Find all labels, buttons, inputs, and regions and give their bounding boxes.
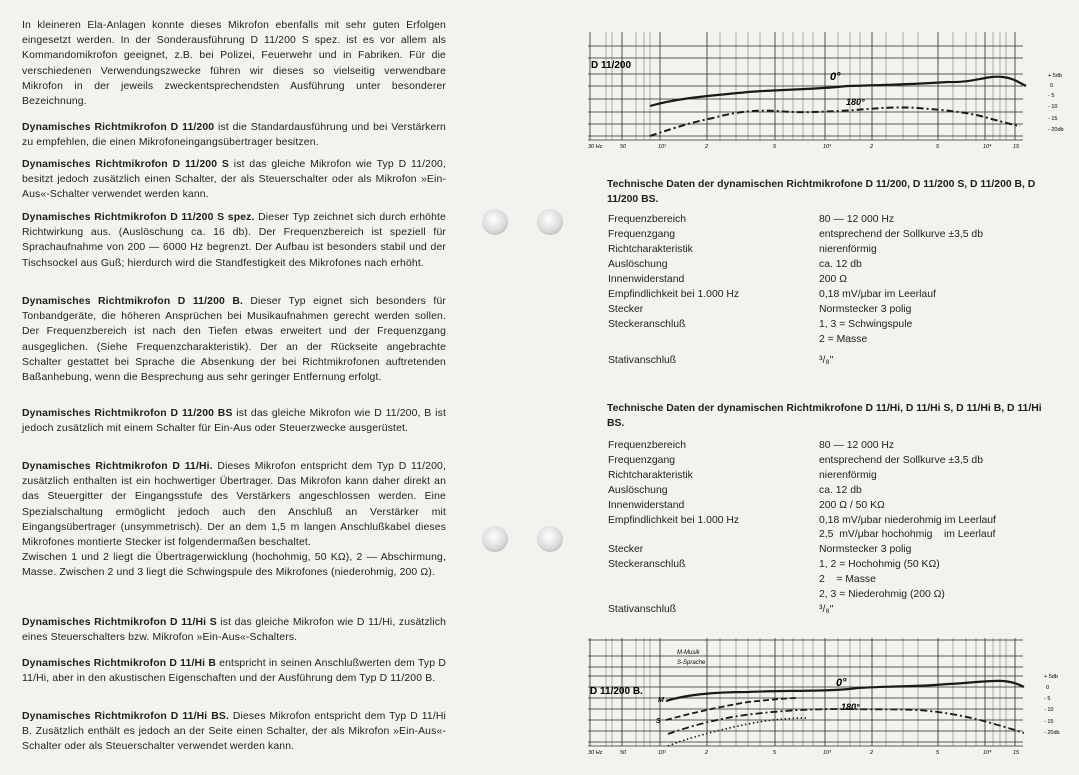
tech-data-title-1: Technische Daten der dynamischen Richtmikrofone D 11/200, D 11/200 S, D 11/200 B, D 11/200 BS.: [607, 179, 1036, 205]
freq-tick: 30 Hz: [588, 750, 603, 756]
spec-value: ³/₈": [819, 355, 834, 366]
spec-value: entsprechend der Sollkurve ±3,5 db: [819, 229, 983, 240]
db-tick: 0: [1050, 83, 1054, 89]
spec-value: 1, 2 = Hochohmig (50 KΩ): [819, 559, 940, 570]
spec-label: Richtcharakteristik: [608, 470, 693, 481]
chart-grid: [588, 32, 1023, 140]
paragraph-heading: Dynamisches Richtmikrofon D 11/200: [22, 122, 215, 133]
db-tick: + 5db: [1044, 674, 1058, 680]
freq-tick: 10³: [823, 144, 831, 150]
freq-tick: 5: [936, 750, 940, 756]
paragraph-heading: Dynamisches Richtmikrofon D 11/200 S spez.: [22, 212, 255, 223]
spec-label: Innenwiderstand: [608, 274, 685, 285]
freq-tick: 10²: [658, 144, 666, 150]
spec-label: Steckeranschluß: [608, 559, 686, 570]
db-tick: + 5db: [1048, 73, 1062, 79]
spec-value: nierenförmig: [819, 244, 877, 255]
spec-value: Normstecker 3 polig: [819, 304, 912, 315]
freq-tick: 2: [870, 144, 874, 150]
spec-label: Stativanschluß: [608, 355, 677, 366]
right-page: [540, 0, 1079, 775]
freq-tick: 10⁴: [983, 750, 992, 756]
spec-value: ³/₈": [819, 604, 834, 615]
paragraph: [22, 157, 446, 203]
db-tick: - 20db: [1048, 127, 1064, 133]
freq-tick: 10²: [658, 750, 666, 756]
freq-tick: 30 Hz: [588, 144, 603, 150]
freq-tick: 2: [705, 144, 709, 150]
binder-hole-upper: [537, 209, 563, 235]
spec-label: Auslöschung: [608, 259, 668, 270]
freq-tick: 5: [773, 144, 777, 150]
paragraph-heading: Dynamisches Richtmikrofon D 11/Hi B: [22, 658, 217, 669]
db-axis-labels: [1044, 674, 1060, 736]
spec-value: 0,18 mV/μbar im Leerlauf: [819, 289, 936, 300]
spec-label: Empfindlichkeit bei 1.000 Hz: [608, 515, 740, 526]
paragraph: [22, 406, 446, 436]
paragraph-heading: Dynamisches Richtmikrofon D 11/Hi.: [22, 461, 213, 472]
legend-music: M-Musik: [677, 650, 700, 656]
binder-hole-upper: [482, 209, 508, 235]
freq-tick: 50: [620, 750, 627, 756]
frequency-chart-d11-200b: [588, 634, 1078, 769]
paragraph: [22, 18, 446, 109]
chart-grid: [588, 638, 1023, 746]
spec-value: 200 Ω / 50 KΩ: [819, 500, 885, 511]
curve-180-degree: [668, 709, 1024, 734]
spec-label: Stecker: [608, 544, 644, 555]
spec-value: 0,18 mV/μbar niederohmig im Leerlauf: [819, 515, 996, 526]
curve-label-0: 0°: [830, 71, 841, 83]
paragraph-text: Dieser Typ zeichnet sich durch erhöhte Richtwirkung aus. (Auslöschung ca. 16 db). Der Frequenzbereich ist speziell für Sprachaufnahme von 200 — 6000 Hz begrenzt. Der Aufbau ist besonders stabil und der Tischsockel aus Guß; hierdurch wird die Standfestigkeit des Mikrofones nach erhöht.: [22, 212, 446, 269]
spec-label: Steckeranschluß: [608, 319, 686, 330]
db-tick: 0: [1046, 685, 1050, 691]
curve-label-s: S: [656, 718, 661, 725]
spec-label: Stecker: [608, 304, 644, 315]
freq-tick: 2: [705, 750, 709, 756]
paragraph: [22, 615, 446, 645]
curve-label-180: 180°: [841, 702, 860, 712]
spec-value: 2,5 mV/μbar hochohmig im Leerlauf: [819, 529, 996, 540]
freq-axis-labels: [588, 143, 1020, 150]
tech-data-title-2: Technische Daten der dynamischen Richtmikrofone D 11/Hi, D 11/Hi S, D 11/Hi B, D 11/Hi BS.: [607, 403, 1042, 429]
paragraph-text: Dieses Mikrofon entspricht dem Typ D 11/200, zusätzlich enthalten ist ein hochwertiger Übertrager. Das Mikrofon kann daher direkt an das Steuergitter der Eingangsstufe des Verstärkers angeschlossen werden. Eine Spezialschaltung ermöglicht jedoch auch den Anschluß an Verstärker mit Eingangsübertrager (unsymmetrisch). Der an dem 1,5 m langen Anschlußkabel dieses Mikrofones montierte Stecker ist folgendermaßen beschaltet. Zwischen 1 und 2 liegt die Übertragerwicklung (hochohmig, 50 KΩ), 2 — Abschirmung, Masse. Zwischen 2 und 3 liegt die Schwingspule des Mikrofones (niederohmig, 200 Ω).: [22, 461, 446, 579]
paragraph-text: In kleineren Ela-Anlagen konnte dieses Mikrofon ebenfalls mit sehr guten Erfolgen eingesetzt werden. In der Sonderausführung D 11/200 S spez. ist es vor allem als Kommandomikrofon geeignet, z.B. bei Polizei, Feuerwehr und in Fabriken. Für die verschiedenen Verwendungszwecke führen wir dieses so vielseitig verwendbare Mikrofon in der jeweils zweckentsprechendsten Ausführung unter besonderer Bezeichnung.: [22, 20, 446, 108]
frequency-chart-d11-200: [588, 28, 1078, 158]
paragraph-text: Dieses Mikrofon entspricht dem Typ D 11/Hi B. Zusätzlich enthält es jedoch an der Seite einen Schalter, der als Mikrofon »Ein-Aus«-Schalter oder als Steuerschalter verwendet werden kann.: [22, 711, 446, 753]
spec-label: Frequenzgang: [608, 229, 676, 240]
spec-value: ca. 12 db: [819, 485, 862, 496]
db-tick: - 10: [1044, 707, 1054, 713]
paragraph-heading: Dynamisches Richtmikrofon D 11/Hi S: [22, 617, 217, 628]
spec-value: Normstecker 3 polig: [819, 544, 912, 555]
spec-value: 80 — 12 000 Hz: [819, 440, 895, 451]
spec-label: Frequenzgang: [608, 455, 676, 466]
binder-hole-lower: [482, 526, 508, 552]
freq-tick: 5: [773, 750, 777, 756]
paragraph: [22, 709, 446, 755]
spec-value: nierenförmig: [819, 470, 877, 481]
spec-value: 2 = Masse: [819, 574, 876, 585]
paragraph: [22, 210, 446, 271]
paragraph: [22, 459, 446, 581]
paragraph-text: ist das gleiche Mikrofon wie D 11/Hi, zusätzlich eines Steuerschalters bzw. Mikrofon »Ein-Aus«-Schalters.: [22, 617, 446, 644]
binder-hole-lower: [537, 526, 563, 552]
freq-axis-labels: [588, 749, 1020, 756]
spec-label: Stativanschluß: [608, 604, 677, 615]
db-tick: - 15: [1044, 719, 1054, 725]
db-axis-labels: [1048, 73, 1064, 133]
spec-label: Innenwiderstand: [608, 500, 685, 511]
paragraph-heading: Dynamisches Richtmikrofon D 11/200 B.: [22, 296, 244, 307]
paragraph-heading: Dynamisches Richtmikrofon D 11/Hi BS.: [22, 711, 229, 722]
spec-label: Empfindlichkeit bei 1.000 Hz: [608, 289, 740, 300]
paragraph: [22, 120, 446, 150]
chart-model-label: D 11/200 B.: [590, 686, 643, 697]
freq-tick: 5: [936, 144, 940, 150]
spec-label: Richtcharakteristik: [608, 244, 693, 255]
paragraph-heading: Dynamisches Richtmikrofon D 11/200 BS: [22, 408, 233, 419]
paragraph-text: ist die Standardausführung und bei Verstärkern zu empfehlen, die einen Mikrofoneingangsübertrager besitzen.: [22, 122, 446, 149]
paragraph-text: Dieser Typ eignet sich besonders für Tonbandgeräte, die höheren Ansprüchen bei Musikaufnahmen gerecht werden sollen. Der Frequenzbereich ist nach den Tiefen etwas erweitert und der Frequenzgang ausgeglichen. (Siehe Frequenzcharakteristik). Der an der Rückseite angebrachte Schalter gestattet bei Sprache die Absenkung der bei Richtmikrofonen auftretenden Baßanhebung, wenn die Besprechung aus sehr geringer Entfernung erfolgt.: [22, 296, 446, 384]
curve-label-0: 0°: [836, 677, 847, 689]
chart-model-label: D 11/200: [591, 60, 632, 71]
db-tick: - 10: [1048, 104, 1058, 110]
spec-value: 2, 3 = Niederohmig (200 Ω): [819, 589, 945, 600]
paragraph-heading: Dynamisches Richtmikrofon D 11/200 S: [22, 159, 230, 170]
curve-label-m: M: [658, 697, 664, 704]
freq-tick: 10⁴: [983, 144, 992, 150]
paragraph-text: entspricht in seinen Anschlußwerten dem Typ D 11/Hi, aber in den akustischen Eigenschaften und der Ausführung dem Typ D 11/200 B.: [22, 658, 446, 685]
spec-label: Auslöschung: [608, 485, 668, 496]
paragraph-text: ist das gleiche Mikrofon wie D 11/200, B ist jedoch zusätzlich mit einem Schalter für Ein-Aus oder Steuerzwecke ausgerüstet.: [22, 408, 446, 435]
db-tick: - 5: [1044, 696, 1051, 702]
paragraph: [22, 656, 446, 686]
curve-label-180: 180°: [846, 97, 865, 107]
db-tick: - 15: [1048, 116, 1058, 122]
freq-tick: 15: [1013, 144, 1020, 150]
freq-tick: 10³: [823, 750, 831, 756]
freq-tick: 2: [870, 750, 874, 756]
paragraph-text: ist das gleiche Mikrofon wie Typ D 11/200, besitzt jedoch zusätzlich einen Schalter, der als Steuerschalter oder als Mikrofon »Ein-Aus«-Schalter verwendet werden kann.: [22, 159, 447, 201]
spec-value: 2 = Masse: [819, 334, 868, 345]
spec-label: Frequenzbereich: [608, 214, 686, 225]
spec-value: 80 — 12 000 Hz: [819, 214, 895, 225]
spec-label: Frequenzbereich: [608, 440, 686, 451]
db-tick: - 5: [1048, 93, 1055, 99]
spec-value: entsprechend der Sollkurve ±3,5 db: [819, 455, 983, 466]
spec-value: 1, 3 = Schwingspule: [819, 319, 913, 330]
paragraph: [22, 294, 446, 385]
spec-value: ca. 12 db: [819, 259, 862, 270]
spec-value: 200 Ω: [819, 274, 847, 285]
freq-tick: 15: [1013, 750, 1020, 756]
freq-tick: 50: [620, 144, 627, 150]
legend-speech: S-Sprache: [677, 660, 706, 666]
db-tick: - 20db: [1044, 730, 1060, 736]
